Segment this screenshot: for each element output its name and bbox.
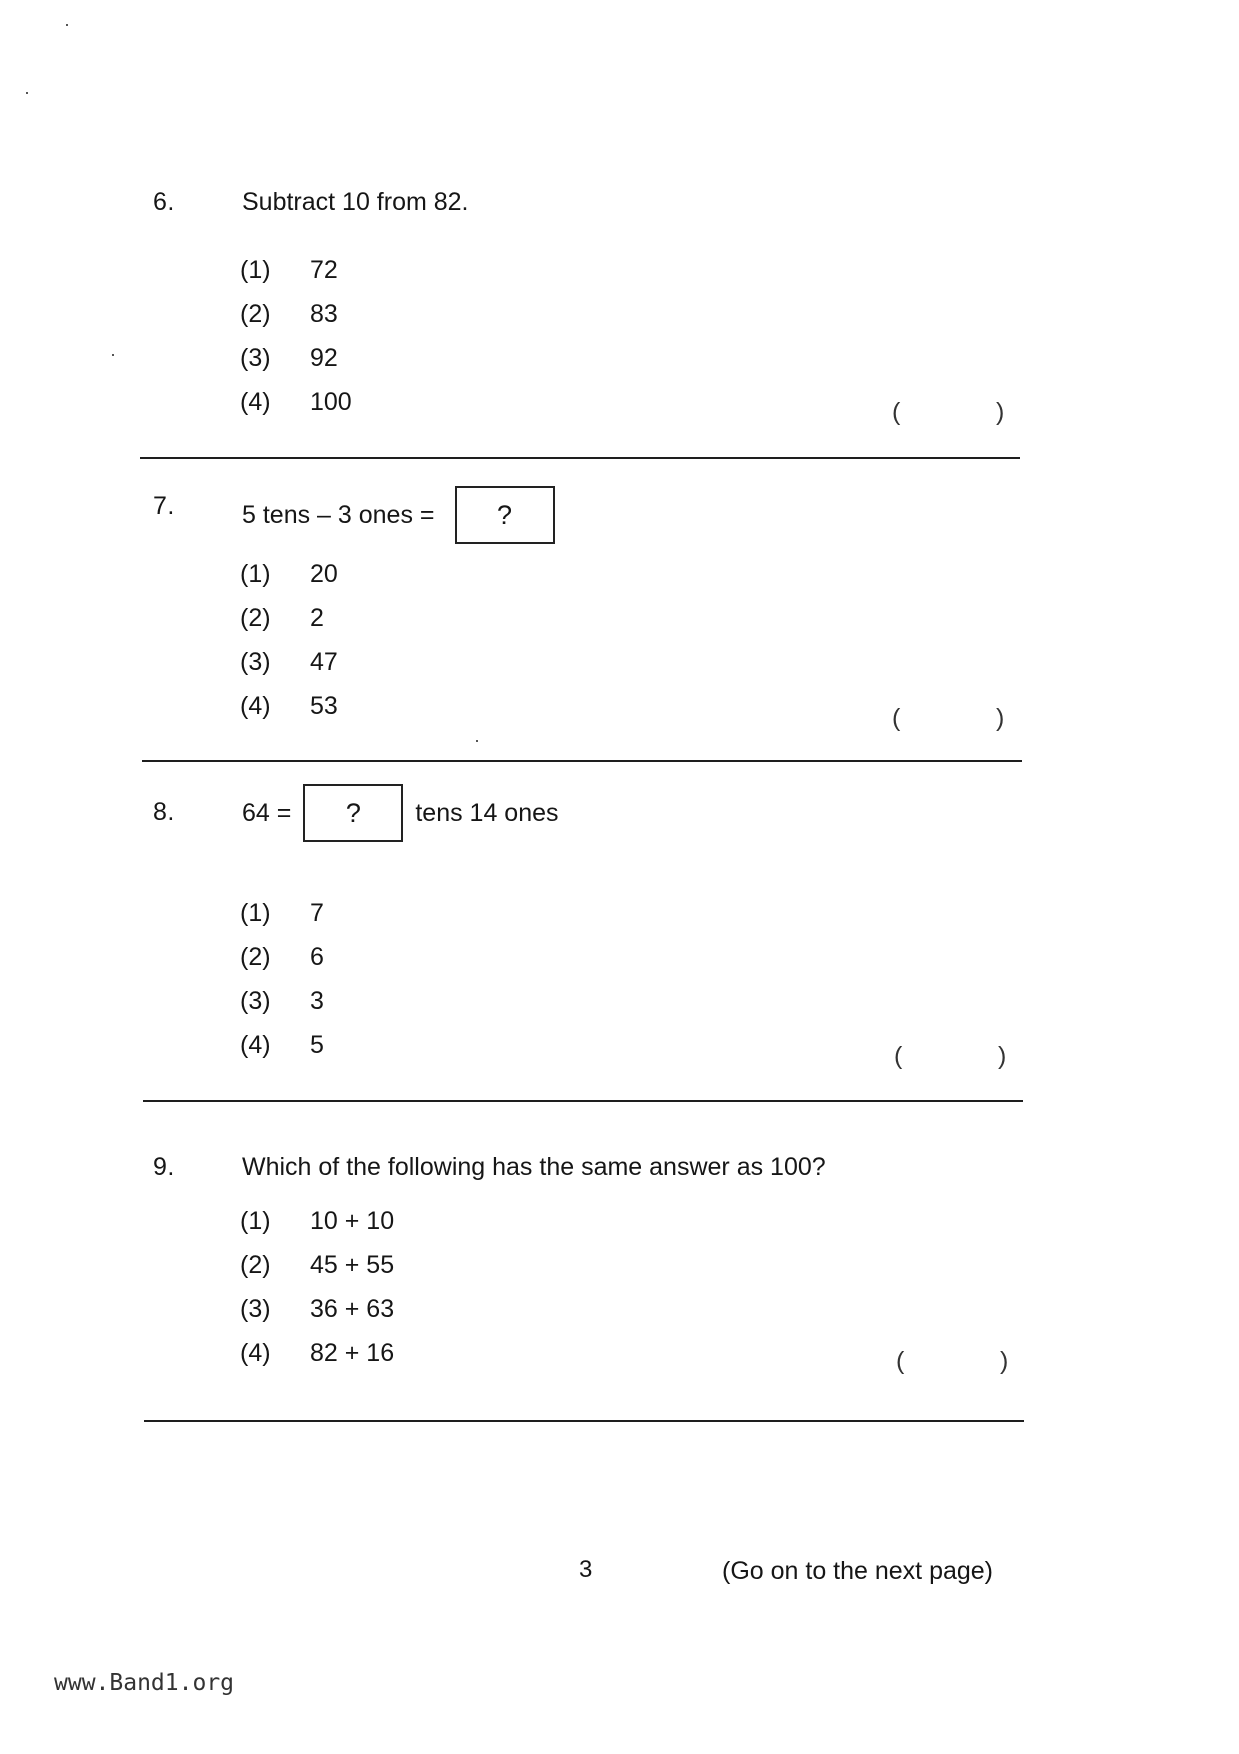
option-label: (4) <box>240 692 271 720</box>
stem-text-after: tens 14 ones <box>415 798 559 827</box>
option-text: 100 <box>310 388 352 416</box>
question-stem: Which of the following has the same answer as 100? <box>242 1153 826 1181</box>
option-label: (3) <box>240 344 271 372</box>
option-text: 72 <box>310 256 338 284</box>
option-text: 10 + 10 <box>310 1207 395 1235</box>
option-label: (3) <box>240 987 271 1015</box>
watermark-text: www.Band1.org <box>54 1670 235 1696</box>
option-text: 2 <box>310 604 324 632</box>
option-label: (2) <box>240 300 271 328</box>
option-text: 3 <box>310 987 324 1015</box>
scan-speck <box>26 92 28 94</box>
divider <box>144 1420 1024 1422</box>
question-number: 9. <box>153 1153 175 1181</box>
stem-text-before: 64 = <box>242 798 292 827</box>
answer-bracket-close: ) <box>996 398 1005 426</box>
answer-bracket-open[interactable]: ( <box>896 1347 905 1375</box>
option-text: 47 <box>310 648 338 676</box>
option-label: (3) <box>240 1295 271 1323</box>
option-label: (4) <box>240 388 271 416</box>
question-number: 7. <box>153 492 175 520</box>
option-text: 83 <box>310 300 338 328</box>
page-number: 3 <box>579 1556 593 1583</box>
option-label: (1) <box>240 899 271 927</box>
answer-bracket-open[interactable]: ( <box>892 704 901 732</box>
option-label: (4) <box>240 1031 271 1059</box>
answer-box[interactable]: ? <box>455 486 555 544</box>
option-label: (4) <box>240 1339 271 1367</box>
stem-text-before: 5 tens – 3 ones = <box>242 500 435 529</box>
question-stem <box>242 486 567 544</box>
option-text: 36 + 63 <box>310 1295 395 1323</box>
question-stem: Subtract 10 from 82. <box>242 188 469 216</box>
option-label: (3) <box>240 648 271 676</box>
scan-speck <box>66 24 68 26</box>
option-label: (1) <box>240 1207 271 1235</box>
answer-bracket-close: ) <box>998 1042 1007 1070</box>
divider <box>142 760 1022 762</box>
option-label: (2) <box>240 604 271 632</box>
question-number: 8. <box>153 798 175 826</box>
option-label: (1) <box>240 560 271 588</box>
divider <box>140 457 1020 459</box>
option-text: 7 <box>310 899 324 927</box>
question-stem <box>242 784 559 842</box>
option-label: (1) <box>240 256 271 284</box>
answer-box[interactable]: ? <box>303 784 403 842</box>
answer-bracket-close: ) <box>1000 1347 1009 1375</box>
option-label: (2) <box>240 943 271 971</box>
option-text: 6 <box>310 943 324 971</box>
divider <box>143 1100 1023 1102</box>
answer-bracket-open[interactable]: ( <box>894 1042 903 1070</box>
option-text: 45 + 55 <box>310 1251 395 1279</box>
next-page-note: (Go on to the next page) <box>722 1557 994 1585</box>
option-text: 92 <box>310 344 338 372</box>
option-text: 82 + 16 <box>310 1339 395 1367</box>
option-text: 5 <box>310 1031 324 1059</box>
option-text: 20 <box>310 560 338 588</box>
option-text: 53 <box>310 692 338 720</box>
scan-speck <box>476 740 478 742</box>
answer-bracket-open[interactable]: ( <box>892 398 901 426</box>
scan-speck <box>112 354 114 356</box>
question-number: 6. <box>153 188 175 216</box>
option-label: (2) <box>240 1251 271 1279</box>
answer-bracket-close: ) <box>996 704 1005 732</box>
